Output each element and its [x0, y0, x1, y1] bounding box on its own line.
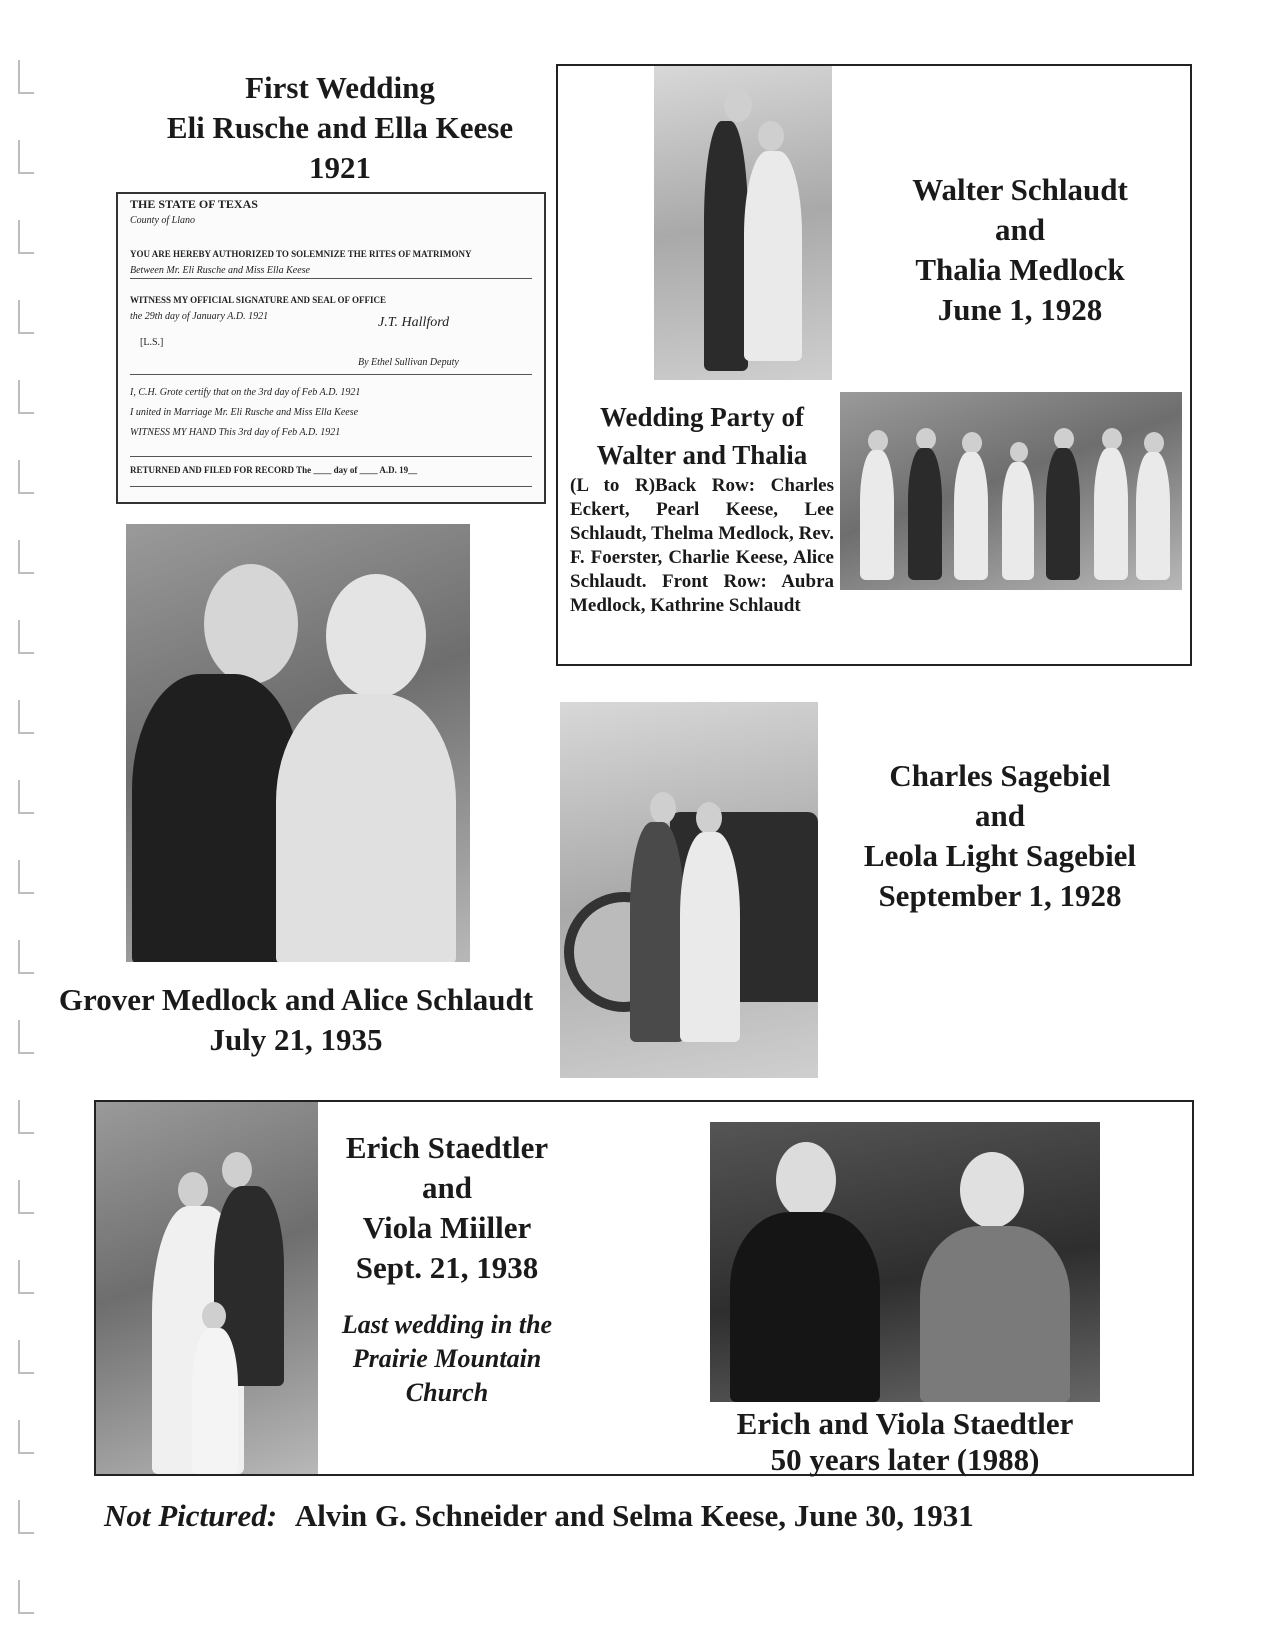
later-date: 50 years later (1988) [770, 1442, 1040, 1477]
last-wedding-note-1: Last wedding in the [341, 1310, 553, 1339]
later-names: Erich and Viola Staedtler [736, 1406, 1074, 1441]
not-pictured-text: Alvin G. Schneider and Selma Keese, June 30, 1931 [294, 1498, 974, 1533]
erich-viola-later-caption [700, 1406, 1110, 1478]
charles-name: Charles Sagebiel [889, 758, 1111, 793]
erich-viola-wedding-photo [96, 1102, 318, 1474]
last-wedding-note-3: Church [405, 1378, 489, 1407]
license-county: County of Llano [130, 215, 196, 226]
first-wedding-year: 1921 [309, 150, 371, 185]
license-header: THE STATE OF TEXAS [130, 197, 258, 211]
party-description: (L to R)Back Row: Charles Eckert, Pearl Keese, Lee Schlaudt, Thelma Medlock, Rev. F. Foerster, Charlie Keese, Alice Schlaudt. Front Row: Aubra Medlock, Kathrine Schlaudt [570, 475, 834, 616]
license-deputy: By Ethel Sullivan Deputy [358, 357, 459, 368]
leola-name: Leola Light Sagebiel [863, 838, 1137, 873]
erich-viola-caption [320, 1128, 574, 1410]
not-pictured-footer [104, 1496, 1204, 1536]
wedding-party-text [570, 398, 834, 618]
viola-name: Viola Miiller [362, 1210, 532, 1245]
first-wedding-couple: Eli Rusche and Ella Keese [166, 110, 514, 145]
license-clerk-signature: J.T. Hallford [378, 315, 450, 330]
license-authorize: YOU ARE HEREBY AUTHORIZED TO SOLEMNIZE THE RITES OF MATRIMONY [130, 249, 472, 259]
grover-alice-photo [126, 524, 470, 962]
walter-name: Walter Schlaudt [912, 172, 1128, 207]
license-united: I united in Marriage Mr. Eli Rusche and Miss Ella Keese [130, 407, 359, 418]
grover-alice-names: Grover Medlock and Alice Schlaudt [58, 982, 534, 1017]
erich-and: and [422, 1170, 472, 1205]
license-certify: I, C.H. Grote certify that on the 3rd day of Feb A.D. 1921 [130, 387, 361, 398]
charles-leola-caption [840, 756, 1160, 916]
wedding-party-photo [840, 392, 1182, 590]
thalia-name: Thalia Medlock [915, 252, 1125, 287]
license-hand: WITNESS MY HAND This 3rd day of Feb A.D. 1921 [130, 427, 341, 438]
charles-leola-date: September 1, 1928 [878, 878, 1122, 913]
erich-viola-date: Sept. 21, 1938 [355, 1250, 539, 1285]
license-seal: [L.S.] [140, 337, 164, 348]
grover-alice-date: July 21, 1935 [209, 1022, 383, 1057]
walter-thalia-caption [880, 170, 1160, 330]
marriage-license-image [116, 192, 546, 504]
erich-name: Erich Staedtler [345, 1130, 549, 1165]
license-witness: WITNESS MY OFFICIAL SIGNATURE AND SEAL OF OFFICE [130, 295, 386, 305]
license-date: the 29th day of January A.D. 1921 [130, 311, 269, 322]
walter-and: and [995, 212, 1045, 247]
party-title-2: Walter and Thalia [596, 440, 808, 470]
first-wedding-caption [120, 68, 560, 188]
party-title-1: Wedding Party of [599, 402, 804, 432]
walter-thalia-date: June 1, 1928 [937, 292, 1103, 327]
first-wedding-title: First Wedding [245, 70, 435, 105]
license-between: Between Mr. Eli Rusche and Miss Ella Keese [130, 265, 310, 276]
walter-thalia-photo [654, 66, 832, 380]
charles-leola-photo [560, 702, 818, 1078]
erich-viola-1988-photo [710, 1122, 1100, 1402]
charles-and: and [975, 798, 1025, 833]
last-wedding-note-2: Prairie Mountain [352, 1344, 542, 1373]
grover-alice-caption [56, 980, 536, 1060]
license-returned: RETURNED AND FILED FOR RECORD The ____ day of ____ A.D. 19__ [130, 465, 418, 475]
not-pictured-label: Not Pictured: [104, 1498, 278, 1533]
